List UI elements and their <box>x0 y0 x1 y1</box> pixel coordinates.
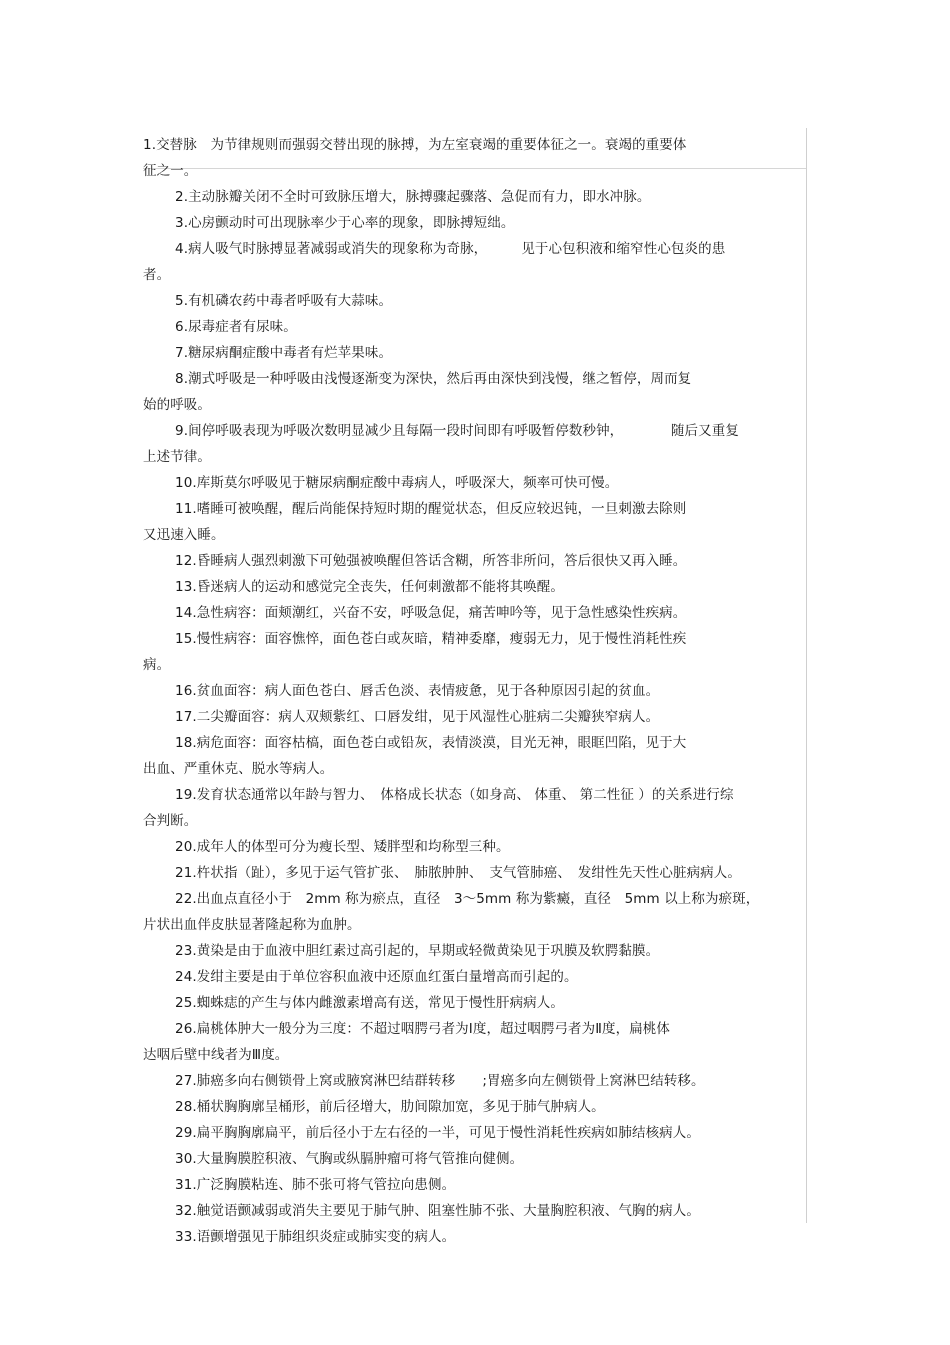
paragraph-continuation-line: 者。 <box>143 267 171 283</box>
paragraph-16 <box>143 678 808 704</box>
paragraph-first-line: 30.大量胸膜腔积液、气胸或纵膈肿瘤可将气管推向健侧。 <box>175 1151 524 1167</box>
paragraph-8 <box>143 366 808 418</box>
paragraph-29 <box>143 1120 808 1146</box>
paragraph-4 <box>143 236 808 288</box>
paragraph-11 <box>143 496 808 548</box>
paragraph-17 <box>143 704 808 730</box>
paragraph-first-line: 33.语颤增强见于肺组织炎症或肺实变的病人。 <box>175 1229 456 1245</box>
paragraph-33 <box>143 1224 808 1250</box>
paragraph-13 <box>143 574 808 600</box>
paragraph-20 <box>143 834 808 860</box>
paragraph-continuation-line: 出血、严重休克、脱水等病人。 <box>143 761 334 777</box>
paragraph-9 <box>143 418 808 470</box>
paragraph-continuation-line: 始的呼吸。 <box>143 397 211 413</box>
paragraph-first-line: 16.贫血面容：病人面色苍白、唇舌色淡、表情疲惫，见于各种原因引起的贫血。 <box>175 683 660 699</box>
document-body <box>143 132 808 1250</box>
paragraph-first-line: 25.蜘蛛痣的产生与体内雌激素增高有送，常见于慢性肝病病人。 <box>175 995 564 1011</box>
paragraph-6 <box>143 314 808 340</box>
paragraph-first-line: 9.间停呼吸表现为呼吸次数明显减少且每隔一段时间即有呼吸暂停数秒钟， 随后又重复 <box>175 423 739 439</box>
paragraph-first-line: 10.库斯莫尔呼吸见于糖尿病酮症酸中毒病人，呼吸深大，频率可快可慢。 <box>175 475 619 491</box>
paragraph-first-line: 17.二尖瓣面容：病人双颊紫红、口唇发绀，见于风湿性心脏病二尖瓣狭窄病人。 <box>175 709 660 725</box>
paragraph-continuation-line: 合判断。 <box>143 813 198 829</box>
paragraph-first-line: 29.扁平胸胸廓扁平，前后径小于左右径的一半，可见于慢性消耗性疾病如肺结核病人。 <box>175 1125 700 1141</box>
paragraph-first-line: 14.急性病容：面颊潮红，兴奋不安，呼吸急促，痛苦呻吟等，见于急性感染性疾病。 <box>175 605 687 621</box>
paragraph-first-line: 22.出血点直径小于 2mm 称为瘀点，直径 3～5mm 称为紫癜，直径 5mm 以上称为瘀斑， <box>175 891 760 907</box>
paragraph-first-line: 23.黄染是由于血液中胆红素过高引起的，早期或轻微黄染见于巩膜及软腭黏膜。 <box>175 943 660 959</box>
paragraph-first-line: 11.嗜睡可被唤醒，醒后尚能保持短时期的醒觉状态，但反应较迟钝，一旦刺激去除则 <box>175 501 687 517</box>
paragraph-30 <box>143 1146 808 1172</box>
paragraph-26 <box>143 1016 808 1068</box>
paragraph-continuation-line: 上述节律。 <box>143 449 211 465</box>
paragraph-first-line: 19.发育状态通常以年龄与智力、 体格成长状态（如身高、 体重、 第二性征 ）的关系进行综 <box>175 787 734 803</box>
paragraph-first-line: 15.慢性病容：面容憔悴，面色苍白或灰暗，精神委靡，瘦弱无力，见于慢性消耗性疾 <box>175 631 687 647</box>
paragraph-first-line: 18.病危面容：面容枯槁，面色苍白或铅灰，表情淡漠，目光无神，眼眶凹陷，见于大 <box>175 735 687 751</box>
paragraph-continuation-line: 征之一。 <box>143 163 198 179</box>
paragraph-21 <box>143 860 808 886</box>
paragraph-first-line: 1.交替脉 为节律规则而强弱交替出现的脉搏，为左室衰竭的重要体征之一。衰竭的重要体 <box>143 137 687 153</box>
paragraph-25 <box>143 990 808 1016</box>
paragraph-first-line: 21.杵状指（趾），多见于运气管扩张、 肺脓肿肿、 支气管肺癌、 发绀性先天性心脏病病人。 <box>175 865 741 881</box>
paragraph-first-line: 13.昏迷病人的运动和感觉完全丧失，任何刺激都不能将其唤醒。 <box>175 579 564 595</box>
paragraph-first-line: 6.尿毒症者有尿味。 <box>175 319 297 335</box>
paragraph-first-line: 20.成年人的体型可分为瘦长型、矮胖型和均称型三种。 <box>175 839 510 855</box>
paragraph-first-line: 5.有机磷农药中毒者呼吸有大蒜味。 <box>175 293 393 309</box>
paragraph-first-line: 32.触觉语颤减弱或消失主要见于肺气肿、阻塞性肺不张、大量胸腔积液、气胸的病人。 <box>175 1203 700 1219</box>
paragraph-14 <box>143 600 808 626</box>
paragraph-continuation-line: 又迅速入睡。 <box>143 527 225 543</box>
paragraph-first-line: 3.心房颤动时可出现脉率少于心率的现象，即脉搏短绌。 <box>175 215 515 231</box>
paragraph-23 <box>143 938 808 964</box>
paragraph-22 <box>143 886 808 938</box>
paragraph-first-line: 28.桶状胸胸廓呈桶形，前后径增大，肋间隙加宽，多见于肺气肿病人。 <box>175 1099 605 1115</box>
paragraph-15 <box>143 626 808 678</box>
paragraph-first-line: 31.广泛胸膜粘连、肺不张可将气管拉向患侧。 <box>175 1177 456 1193</box>
paragraph-first-line: 26.扁桃体肿大一般分为三度：不超过咽腭弓者为Ⅰ度，超过咽腭弓者为Ⅱ度，扁桃体 <box>175 1021 670 1037</box>
paragraph-18 <box>143 730 808 782</box>
paragraph-28 <box>143 1094 808 1120</box>
paragraph-24 <box>143 964 808 990</box>
paragraph-32 <box>143 1198 808 1224</box>
paragraph-first-line: 2.主动脉瓣关闭不全时可致脉压增大，脉搏骤起骤落、急促而有力，即水冲脉。 <box>175 189 651 205</box>
paragraph-continuation-line: 达咽后壁中线者为Ⅲ度。 <box>143 1047 289 1063</box>
paragraph-5 <box>143 288 808 314</box>
paragraph-3 <box>143 210 808 236</box>
paragraph-first-line: 4.病人吸气时脉搏显著减弱或消失的现象称为奇脉， 见于心包积液和缩窄性心包炎的患 <box>175 241 726 257</box>
paragraph-first-line: 12.昏睡病人强烈刺激下可勉强被唤醒但答话含糊，所答非所问，答后很快又再入睡。 <box>175 553 687 569</box>
paragraph-2 <box>143 184 808 210</box>
paragraph-1 <box>143 132 808 184</box>
paragraph-12 <box>143 548 808 574</box>
paragraph-continuation-line: 片状出血伴皮肤显著隆起称为血肿。 <box>143 917 361 933</box>
paragraph-first-line: 8.潮式呼吸是一种呼吸由浅慢逐渐变为深快，然后再由深快到浅慢，继之暂停，周而复 <box>175 371 692 387</box>
paragraph-first-line: 27.肺癌多向右侧锁骨上窝或腋窝淋巴结群转移 ;胃癌多向左侧锁骨上窝淋巴结转移。 <box>175 1073 705 1089</box>
paragraph-first-line: 24.发绀主要是由于单位容积血液中还原血红蛋白量增高而引起的。 <box>175 969 578 985</box>
paragraph-continuation-line: 病。 <box>143 657 171 673</box>
paragraph-27 <box>143 1068 808 1094</box>
paragraph-31 <box>143 1172 808 1198</box>
paragraph-first-line: 7.糖尿病酮症酸中毒者有烂苹果味。 <box>175 345 393 361</box>
paragraph-19 <box>143 782 808 834</box>
paragraph-10 <box>143 470 808 496</box>
paragraph-7 <box>143 340 808 366</box>
